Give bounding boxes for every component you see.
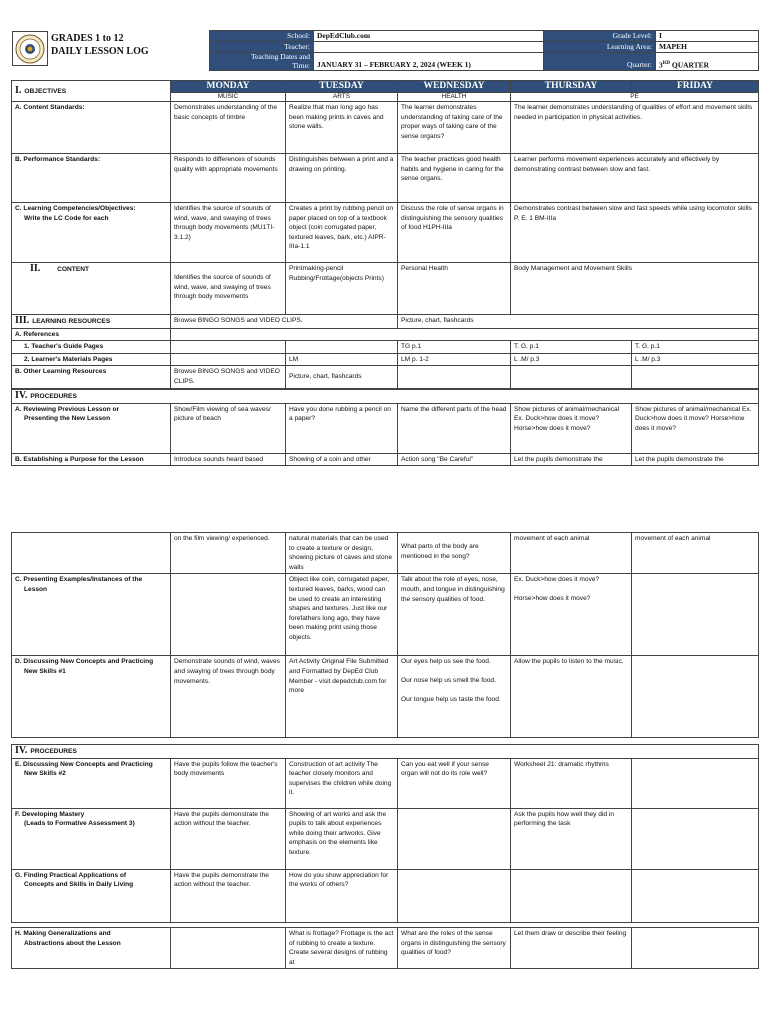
cell-lm-wed: LM p. 1-2 [398,353,511,366]
row-label-content-standards: A. Content Standards: [12,102,171,154]
cell-resources-wed-fri: Picture, chart, flashcards [398,315,759,329]
cell-examples-thu: Ex. Duck>how does it move? Horse>how does it move? [511,574,632,656]
row-label-discussing-2: E. Discussing New Concepts and Practicing New Skills #2 [12,758,171,808]
cell-content-standards-mon: Demonstrates understanding of the basic concepts of timbre [171,102,286,154]
cell-reviewing-tue: Have you done rubbing a pencil on a paper? [286,403,398,453]
cell-lm-thu: L .M/ p.3 [511,353,632,366]
subject-pe: PE [511,93,759,102]
day-header-tuesday: TUESDAY [286,81,398,93]
cell-purpose-wed: Action song "Be Careful" [398,453,511,466]
cell-purpose-thu: Let the pupils demonstrate the [511,453,632,466]
cell-content-standards-wed: The learner demonstrates understanding of taking care of the proper ways of taking care of the sense organs? [398,102,511,154]
row-label-generalizations: H. Making Generalizations and Abstractions about the Lesson [12,928,171,969]
cell-purpose-cont-wed: What parts of the body are mentioned in the song? [398,533,511,574]
cell-examples-tue: Object like coin, corrugated paper, textured leaves, barks, wood can be used to create an interesting shapes and textures. Just like our forefathers long ago, they have been making print using those objects. [286,574,398,656]
learning-area-label: Learning Area: [544,42,656,53]
seal-icon [15,34,45,64]
day-header-thursday: THURSDAY [511,81,632,93]
cell-content-standards-thu-fri: The learner demonstrates understanding of qualities of effort and movement skills needed in participation in physical activities. [511,102,759,154]
row-label-reviewing: A. Reviewing Previous Lesson or Presenting the New Lesson [12,403,171,453]
procedures-table-top [11,389,759,466]
cell-lm-mon [171,353,286,366]
cell-applications-mon: Have the pupils demonstrate the action without the teacher. [171,869,286,922]
cell-discussing1-tue: Art Activity Original File Submitted and Formatted by DepEd Club Member - visit depedclub.com for more [286,656,398,738]
cell-other-tue: Picture, chart, flashcards [286,366,398,388]
cell-resources-mon-tue: Browse BINGO SONGS and VIDEO CLIPS. [171,315,398,329]
cell-content-thu-fri: Body Management and Movement Skills [511,263,759,315]
cell-performance-standards-tue: Distinguishes between a print and a drawing on printing. [286,154,398,203]
cell-purpose-cont-tue: natural materials that can be used to create a texture or design, showing picture of caves and stone walls [286,533,398,574]
cell-tg-mon [171,341,286,354]
cell-applications-wed [398,869,511,922]
cell-performance-standards-mon: Responds to differences of sounds quality with appropriate movements [171,154,286,203]
row-label-learners-materials: 2. Learner's Materials Pages [12,353,171,366]
cell-generalizations-wed: What are the roles of the sense organs in distinguishing the sensory qualities of food? [398,928,511,969]
cell-competencies-mon: Identifies the source of sounds of wind, wave, and swaying of trees through body movements (MU1TI-3.1.2) [171,203,286,263]
doc-title-line1: GRADES 1 to 12 [51,33,124,44]
subject-music: MUSIC [171,93,286,102]
cell-discussing2-fri [632,758,759,808]
section-procedures-header-2: IV. PROCEDURES [12,745,759,759]
cell-purpose-cont-fri: movement of each animal [632,533,759,574]
section-content-header: II. CONTENT [12,263,171,315]
cell-tg-wed: TG p.1 [398,341,511,354]
cell-discussing2-thu: Worksheet 21: dramatic rhythms [511,758,632,808]
cell-references [171,328,759,341]
grade-level-label: Grade Level: [544,31,656,42]
header-info-table [209,30,759,71]
quarter-value: 3RD QUARTER [656,53,759,71]
grade-level-value: I [656,31,759,42]
cell-tg-thu: T. G. p.1 [511,341,632,354]
row-label-teachers-guide: 1. Teacher's Guide Pages [12,341,171,354]
section-objectives-header: I. OBJECTIVES [12,81,171,102]
cell-performance-standards-thu-fri: Learner performs movement experiences accurately and effectively by demonstrating contrast between slow and fast. [511,154,759,203]
day-header-monday: MONDAY [171,81,286,93]
cell-discussing1-mon: Demonstrate sounds of wind, waves and swaying of trees through body movements. [171,656,286,738]
cell-reviewing-fri: Show pictures of animal/mechanical Ex. Duck>how does it move? Horse>how does it move? [632,403,759,453]
cell-generalizations-fri [632,928,759,969]
cell-lm-tue: LM [286,353,398,366]
school-label: School: [210,31,314,42]
cell-other-mon: Browse BINGO SONGS and VIDEO CLIPS. [171,366,286,388]
quarter-label: Quarter: [544,53,656,71]
cell-discussing1-wed: Our eyes help us see the food. Our nose help us smell the food. Our tongue help us taste the food. [398,656,511,738]
cell-discussing1-fri [632,656,759,738]
cell-discussing2-mon: Have the pupils follow the teacher's body movements [171,758,286,808]
cell-content-standards-tue: Realize that man long ago has been making prints in caves and stone walls. [286,102,398,154]
cell-reviewing-wed: Name the different parts of the head [398,403,511,453]
cell-examples-wed: Talk about the role of eyes, nose, mouth, and tongue in distinguishing the sensory qualities of food. [398,574,511,656]
cell-other-wed [398,366,511,388]
cell-generalizations-thu: Let them draw or describe their feeling [511,928,632,969]
row-label-purpose-cont [12,533,171,574]
cell-generalizations-tue: What is frottage? Frottage is the act of rubbing to create a texture. Create several designs of rubbing at [286,928,398,969]
section-learning-resources-header: III. LEARNING RESOURCES [12,315,171,329]
row-label-other-resources: B. Other Learning Resources [12,366,171,388]
teacher-label: Teacher: [210,42,314,53]
cell-mastery-mon: Have the pupils demonstrate the action without the teacher. [171,808,286,869]
cell-lm-fri: L .M/ p.3 [632,353,759,366]
cell-generalizations-mon [171,928,286,969]
row-label-performance-standards: B. Performance Standards: [12,154,171,203]
cell-other-fri [632,366,759,388]
cell-tg-tue [286,341,398,354]
cell-tg-fri: T. G. p.1 [632,341,759,354]
cell-purpose-cont-thu: movement of each animal [511,533,632,574]
learning-area-value: MAPEH [656,42,759,53]
row-label-practical-applications: G. Finding Practical Applications of Concepts and Skills in Daily Living [12,869,171,922]
row-label-presenting-examples: C. Presenting Examples/Instances of the Lesson [12,574,171,656]
day-header-friday: FRIDAY [632,81,759,93]
cell-competencies-tue: Creates a print by rubbing pencil on paper placed on top of a textbook object (coin corrugated paper, textured leaves, bark, etc.) AIPR-IIIa-1.1 [286,203,398,263]
cell-other-thu [511,366,632,388]
deped-seal-logo [12,31,48,66]
row-label-references: A. References [12,328,171,341]
cell-content-mon: Identifies the source of sounds of wind, wave, and swaying of trees through body movements [171,263,286,315]
cell-reviewing-mon: Show/Film viewing of sea waves/ picture of beach [171,403,286,453]
cell-mastery-fri [632,808,759,869]
cell-applications-thu [511,869,632,922]
cell-applications-tue: How do you show appreciation for the works of others? [286,869,398,922]
cell-examples-mon [171,574,286,656]
cell-mastery-wed [398,808,511,869]
teacher-value [314,42,544,53]
teaching-dates-value: JANUARY 31 – FEBRUARY 2, 2024 (WEEK 1) [314,53,544,71]
procedures-table-lower [11,744,759,923]
cell-content-wed: Personal Health [398,263,511,315]
cell-purpose-mon: Introduce sounds heard based [171,453,286,466]
cell-content-tue: Printmaking-pencil Rubbing/Frottage(objects Prints) [286,263,398,315]
row-label-developing-mastery: F. Developing Mastery (Leads to Formative Assessment 3) [12,808,171,869]
row-label-competencies: C. Learning Competencies/Objectives: Write the LC Code for each [12,203,171,263]
day-header-wednesday: WEDNESDAY [398,81,511,93]
subject-health: HEALTH [398,93,511,102]
subject-arts: ARTS [286,93,398,102]
cell-examples-fri [632,574,759,656]
procedures-table-bottom [11,927,759,969]
cell-discussing2-tue: Construction of art activity The teacher closely monitors and supervises the children while doing it. [286,758,398,808]
cell-mastery-thu: Ask the pupils how well they did in performing the task [511,808,632,869]
doc-title-line2: DAILY LESSON LOG [51,46,149,57]
cell-competencies-wed: Discuss the role of sense organs in distinguishing the sensory qualities of food H1PH-IIIa [398,203,511,263]
cell-purpose-tue: Showing of a coin and other [286,453,398,466]
school-value: DepEdClub.com [314,31,544,42]
row-label-establishing-purpose: B. Establishing a Purpose for the Lesson [12,453,171,466]
cell-purpose-fri: Let the pupils demonstrate the [632,453,759,466]
teaching-dates-label: Teaching Dates and Time: [210,53,314,71]
cell-discussing1-thu: Allow the pupils to listen to the music. [511,656,632,738]
cell-competencies-thu-fri: Demonstrates contrast between slow and fast speeds while using locomotor skills P. E. 1 BM-IIIa [511,203,759,263]
cell-discussing2-wed: Can you eat well if your sense organ will not do its role well? [398,758,511,808]
row-label-discussing-1: D. Discussing New Concepts and Practicing New Skills #1 [12,656,171,738]
cell-applications-fri [632,869,759,922]
cell-performance-standards-wed: The teacher practices good health habits and hygiene in caring for the sense organs. [398,154,511,203]
lesson-log-table-top [11,80,759,389]
cell-mastery-tue: Showing of art works and ask the pupils to talk about experiences while doing their artworks. Give emphasis on the elements like texture. [286,808,398,869]
section-procedures-header: IV. PROCEDURES [12,390,759,404]
cell-reviewing-thu: Show pictures of animal/mechanical Ex. Duck>how does it move? Horse>how does it move? [511,403,632,453]
cell-purpose-cont-mon: on the film viewing/ experienced. [171,533,286,574]
procedures-table-middle [11,532,759,738]
